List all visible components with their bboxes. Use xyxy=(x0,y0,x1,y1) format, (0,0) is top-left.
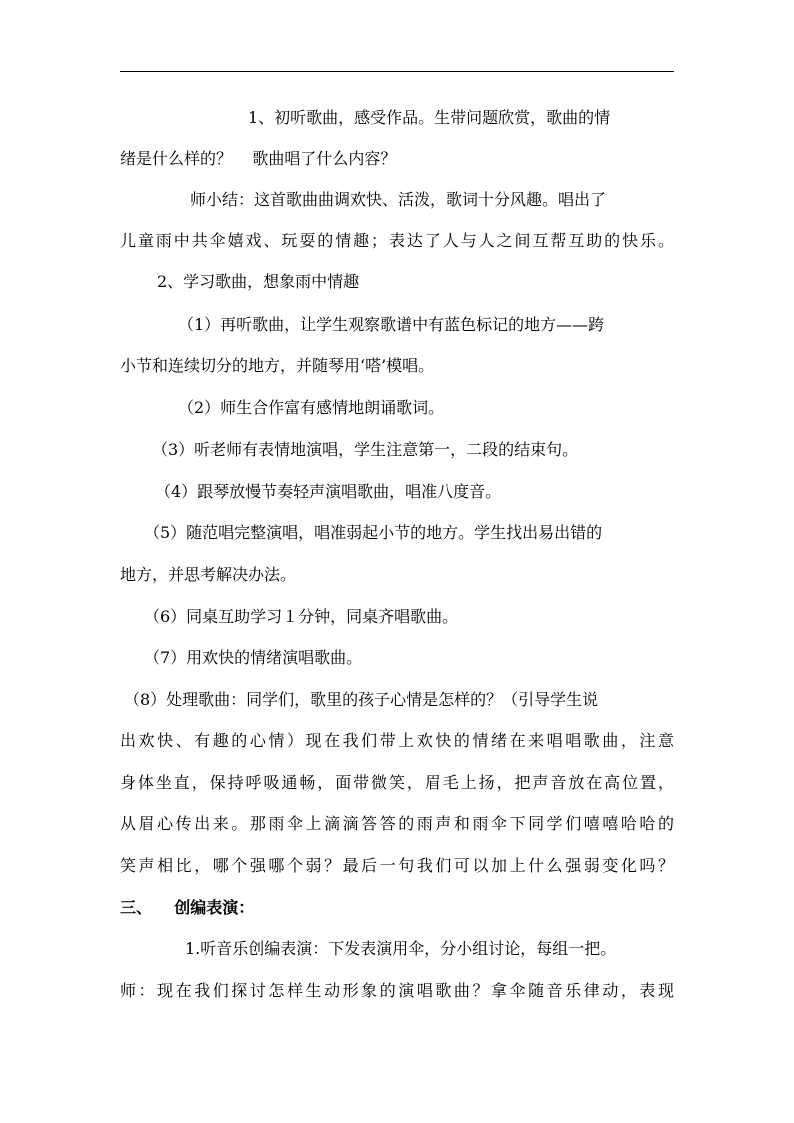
header-rule xyxy=(120,71,674,72)
text-line-12: 地方，并思考解决办法。 xyxy=(120,565,297,584)
text-line-8: （2）师生合作富有感情地朗诵歌词。 xyxy=(178,398,445,417)
text-line-2: 绪是什么样的？ 歌曲唱了什么内容？ xyxy=(120,149,397,168)
text-line-22: 师：现在我们探讨怎样生动形象的演唱歌曲？拿伞随音乐律动，表现 xyxy=(120,981,674,1000)
text-line-1: 1、初听歌曲，感受作品。生带问题欣赏，歌曲的情 xyxy=(248,108,611,127)
text-line-11: （5）随范唱完整演唱，唱准弱起小节的地方。学生找出易出错的 xyxy=(144,523,603,542)
text-line-6: （1）再听歌曲，让学生观察歌谱中有蓝色标记的地方——跨 xyxy=(178,315,605,334)
text-line-18: 从眉心传出来。那雨伞上滴滴答答的雨声和雨伞下同学们嘻嘻哈哈的 xyxy=(120,814,674,833)
text-line-14: （7）用欢快的情绪演唱歌曲。 xyxy=(144,648,363,667)
text-line-16: 出欢快、有趣的心情）现在我们带上欢快的情绪在来唱唱歌曲，注意 xyxy=(120,731,674,750)
text-line-10: （4）跟琴放慢节奏轻声演唱歌曲，唱准八度音。 xyxy=(155,482,502,501)
text-line-3: 师小结：这首歌曲曲调欢快、活泼，歌词十分风趣。唱出了 xyxy=(190,190,607,209)
text-line-15: （8）处理歌曲：同学们，歌里的孩子心情是怎样的？（引导学生说 xyxy=(124,690,599,709)
text-line-9: （3）听老师有表情地演唱，学生注意第一，二段的结束句。 xyxy=(152,440,579,459)
text-line-21: 1.听音乐创编表演：下发表演用伞，分小组讨论，每组一把。 xyxy=(185,939,617,958)
section-heading-3: 三、 创编表演： xyxy=(120,898,255,917)
text-line-19: 笑声相比，哪个强哪个弱？最后一句我们可以加上什么强弱变化吗？ xyxy=(120,856,674,875)
text-line-17: 身体坐直，保持呼吸通畅，面带微笑，眉毛上扬，把声音放在高位置， xyxy=(120,773,674,792)
section-heading-2: 2、学习歌曲，想象雨中情趣 xyxy=(157,272,360,291)
text-line-7: 小节和连续切分的地方，并随琴用‘嗒’模唱。 xyxy=(120,356,435,375)
text-line-4: 儿童雨中共伞嬉戏、玩耍的情趣；表达了人与人之间互帮互助的快乐。 xyxy=(120,231,674,250)
text-line-13: （6）同桌互助学习１分钟，同桌齐唱歌曲。 xyxy=(144,607,459,626)
